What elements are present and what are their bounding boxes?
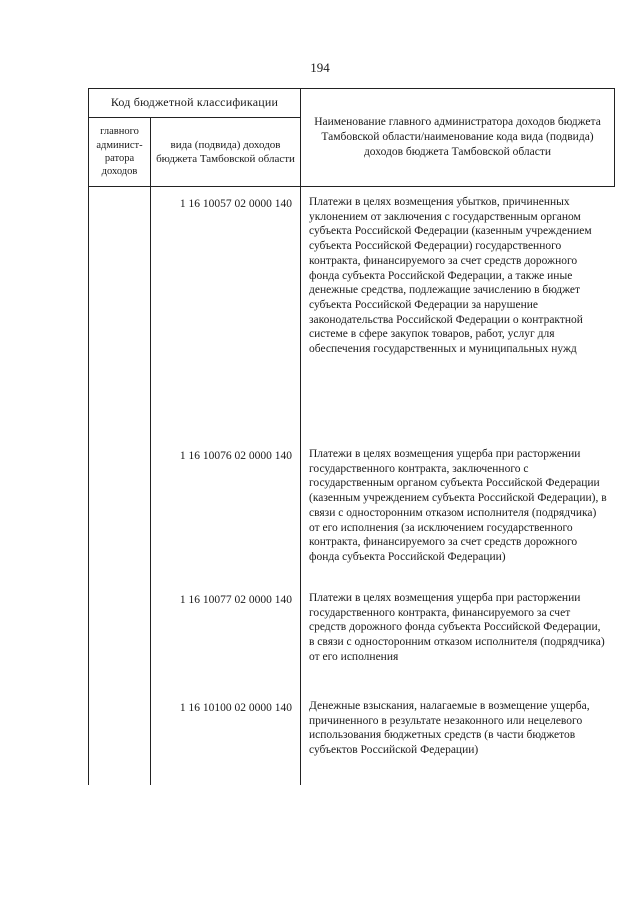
table-row	[89, 583, 615, 691]
table-row	[89, 691, 615, 785]
row-code-cell: 1 16 10100 02 0000 140	[151, 691, 301, 785]
header-admin-column: главного админист-ратора доходов	[89, 118, 151, 187]
row-code-cell: 1 16 10057 02 0000 140	[151, 187, 301, 440]
header-budget-classification: Код бюджетной классификации	[89, 89, 301, 118]
row-code-cell: 1 16 10077 02 0000 140	[151, 583, 301, 691]
row-admin-cell	[89, 439, 151, 583]
table-row	[89, 439, 615, 583]
row-text-cell: Денежные взыскания, налагаемые в возмещение ущерба, причиненного в результате незаконного или нецелевого использования бюджетных средств (в части бюджетов субъектов Российской Федерации)	[309, 700, 590, 757]
table-row	[89, 187, 615, 440]
header-row-group	[89, 89, 615, 118]
header-name-column: Наименование главного администратора доходов бюджета Тамбовской области/наименование кода вида (подвида) доходов бюджета Тамбовской области	[301, 89, 615, 187]
page-number: 194	[310, 60, 330, 75]
table-header	[89, 89, 615, 187]
row-code-cell: 1 16 10076 02 0000 140	[151, 439, 301, 583]
row-admin-cell	[89, 583, 151, 691]
row-admin-cell	[89, 187, 151, 440]
table-body	[89, 187, 615, 786]
row-admin-cell	[89, 691, 151, 785]
budget-classification-table	[88, 88, 615, 785]
row-text-cell: Платежи в целях возмещения убытков, причиненных уклонением от заключения с государственным органом субъекта Российской Федерации (казенным учреждением субъекта Российской Федерации) государственного контракта, финансируемого за счет средств дорожного фонда субъекта Российской Федерации, а также иные денежные средства, подлежащие зачислению в бюджет субъекта Российской Федерации за нарушение законодательства Российской Федерации о контрактной системе в сфере закупок товаров, работ, услуг для обеспечения государственных и муниципальных нужд	[309, 196, 592, 356]
header-code-column: вида (подвида) доходов бюджета Тамбовской области	[151, 118, 301, 187]
row-text-cell: Платежи в целях возмещения ущерба при расторжении государственного контракта, заключенного с государственным органом субъекта Российской Федерации (казенным учреждением субъекта Российской Федерации), в связи с односторонним отказом исполнителя (подрядчика) от его исполнения (за исключением государственного контракта, финансируемого за счет средств дорожного фонда субъекта Российской Федерации)	[309, 448, 607, 564]
row-text-cell: Платежи в целях возмещения ущерба при расторжении государственного контракта, финансируемого за счет средств дорожного фонда субъекта Российской Федерации, в связи с односторонним отказом исполнителя (подрядчика) от его исполнения	[309, 592, 605, 663]
